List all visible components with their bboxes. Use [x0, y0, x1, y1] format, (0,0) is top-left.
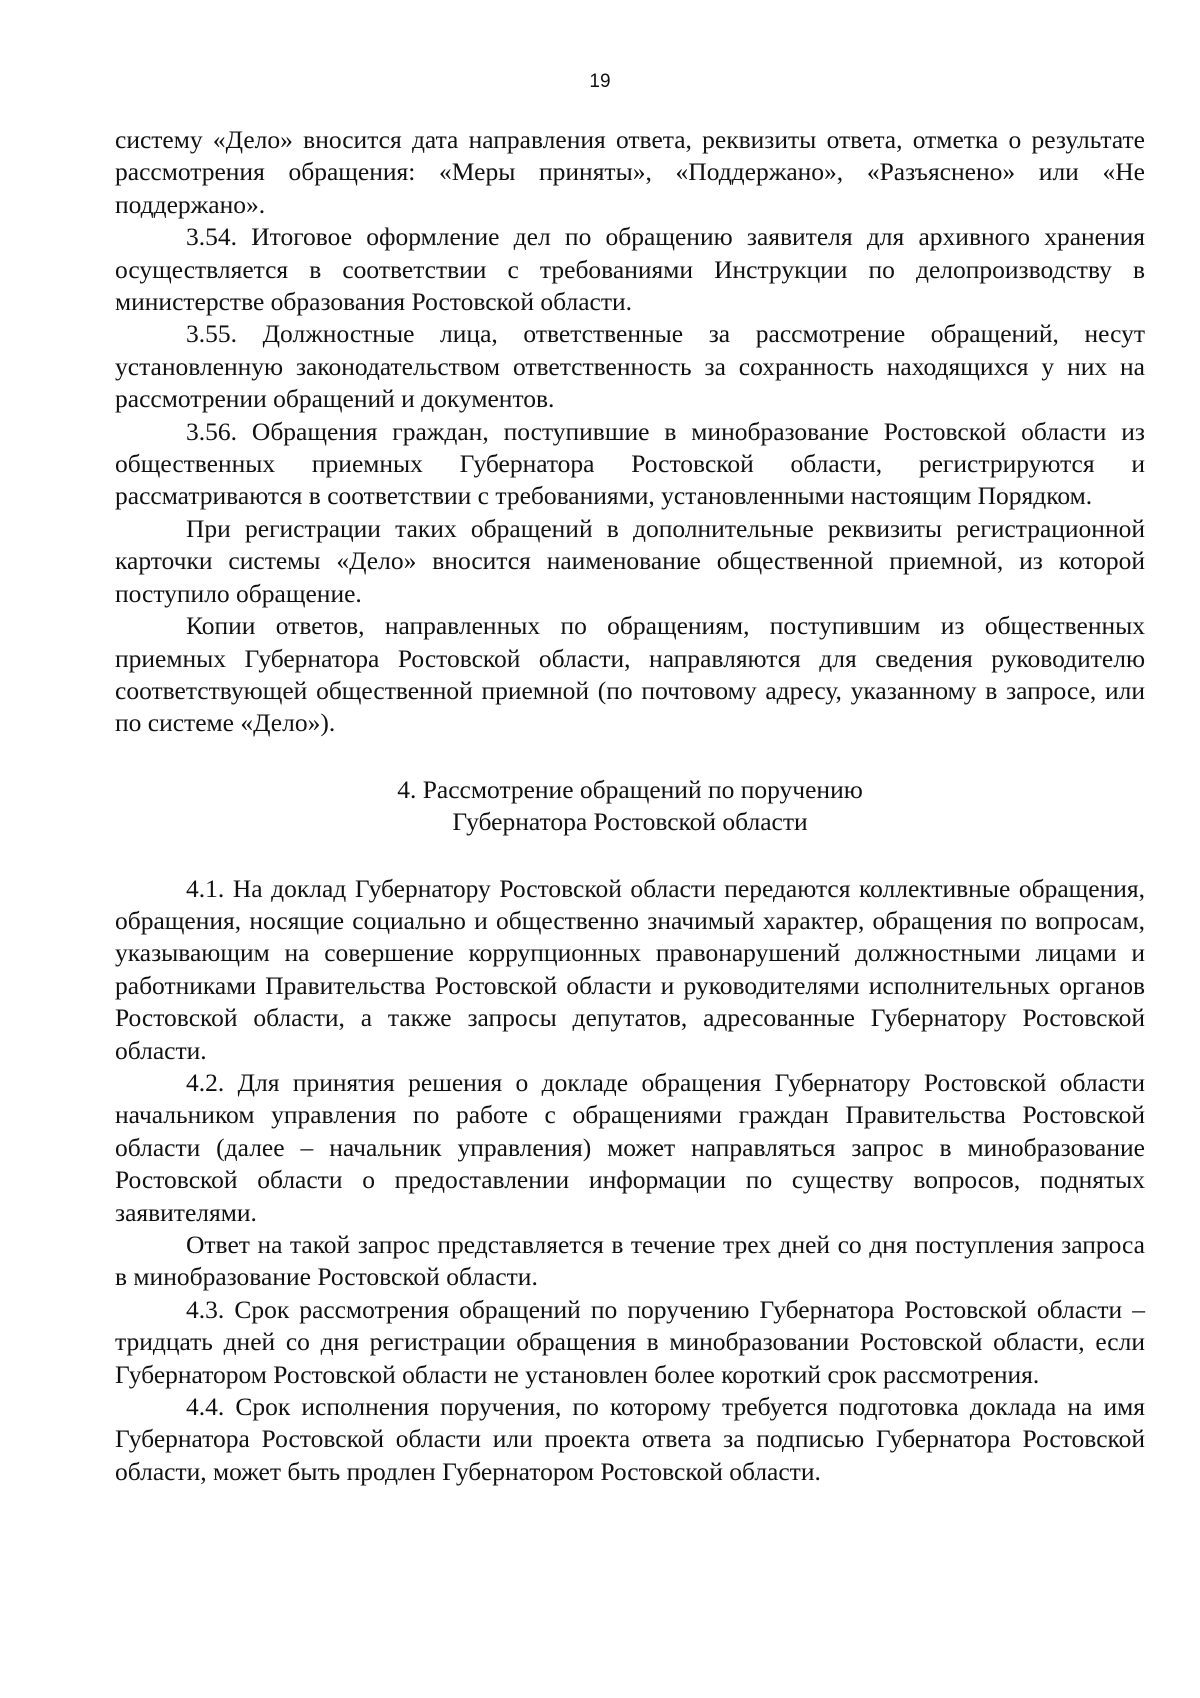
paragraph-copies: Копии ответов, направленных по обращениям, поступившим из общественных приемных Губернатора Ростовской области, направляются для сведения руководителю соответствующей общественной приемной (по почтовому адресу, указанному в запросе, или по системе «Дело»). [115, 611, 1145, 738]
paragraph-4-1: 4.1. На доклад Губернатору Ростовской области передаются коллективные обращения, обращения, носящие социально и общественно значимый характер, обращения по вопросам, указывающим на совершение коррупционных правонарушений должностными лицами и работниками Правительства Ростовской области и руководителями исполнительных органов Ростовской области, а также запросы депутатов, адресованные Губернатору Ростовской области. [115, 873, 1145, 1065]
paragraph-continuation: систему «Дело» вносится дата направления ответа, реквизиты ответа, отметка о результате рассмотрения обращения: «Меры приняты», «Поддержано», «Разъяснено» или «Не поддержано». [115, 125, 1145, 219]
paragraph-4-2: 4.2. Для принятия решения о докладе обращения Губернатору Ростовской области начальником управления по работе с обращениями граждан Правительства Ростовской области (далее – начальник управления) может направляться запрос в минобразование Ростовской области о предоставлении информации по существу вопросов, поднятых заявителями. [115, 1067, 1145, 1227]
section-heading [115, 774, 1145, 839]
paragraph-answer: Ответ на такой запрос представляется в течение трех дней со дня поступления запроса в минобразование Ростовской области. [115, 1230, 1145, 1292]
paragraph-registration: При регистрации таких обращений в дополнительные реквизиты регистрационной карточки системы «Дело» вносится наименование общественной приемной, из которой поступило обращение. [115, 513, 1145, 608]
document-body [115, 124, 1145, 1488]
paragraph-4-4: 4.4. Срок исполнения поручения, по которому требуется подготовка доклада на имя Губернатора Ростовской области или проекта ответа за подписью Губернатора Ростовской области, может быть продлен Губернатором Ростовской области. [115, 1392, 1145, 1486]
paragraph-4-3: 4.3. Срок рассмотрения обращений по поручению Губернатора Ростовской области – тридцать дней со дня регистрации обращения в минобразовании Ростовской области, если Губернатором Ростовской области не установлен более короткий срок рассмотрения. [115, 1294, 1145, 1389]
section-heading-line-1: 4. Рассмотрение обращений по поручению [397, 774, 863, 804]
page-number: 19 [589, 71, 611, 92]
section-heading-line-2: Губернатора Ростовской области [452, 807, 808, 837]
paragraph-3-54: 3.54. Итоговое оформление дел по обращению заявителя для архивного хранения осуществляется в соответствии с требованиями Инструкции по делопроизводству в министерстве образования Ростовской области. [115, 222, 1145, 317]
paragraph-3-55: 3.55. Должностные лица, ответственные за рассмотрение обращений, несут установленную законодательством ответственность за сохранность находящихся у них на рассмотрении обращений и документов. [115, 319, 1145, 414]
paragraph-3-56: 3.56. Обращения граждан, поступившие в минобразование Ростовской области из общественных приемных Губернатора Ростовской области, регистрируются и рассматриваются в соответствии с требованиями, установленными настоящим Порядком. [115, 416, 1145, 511]
